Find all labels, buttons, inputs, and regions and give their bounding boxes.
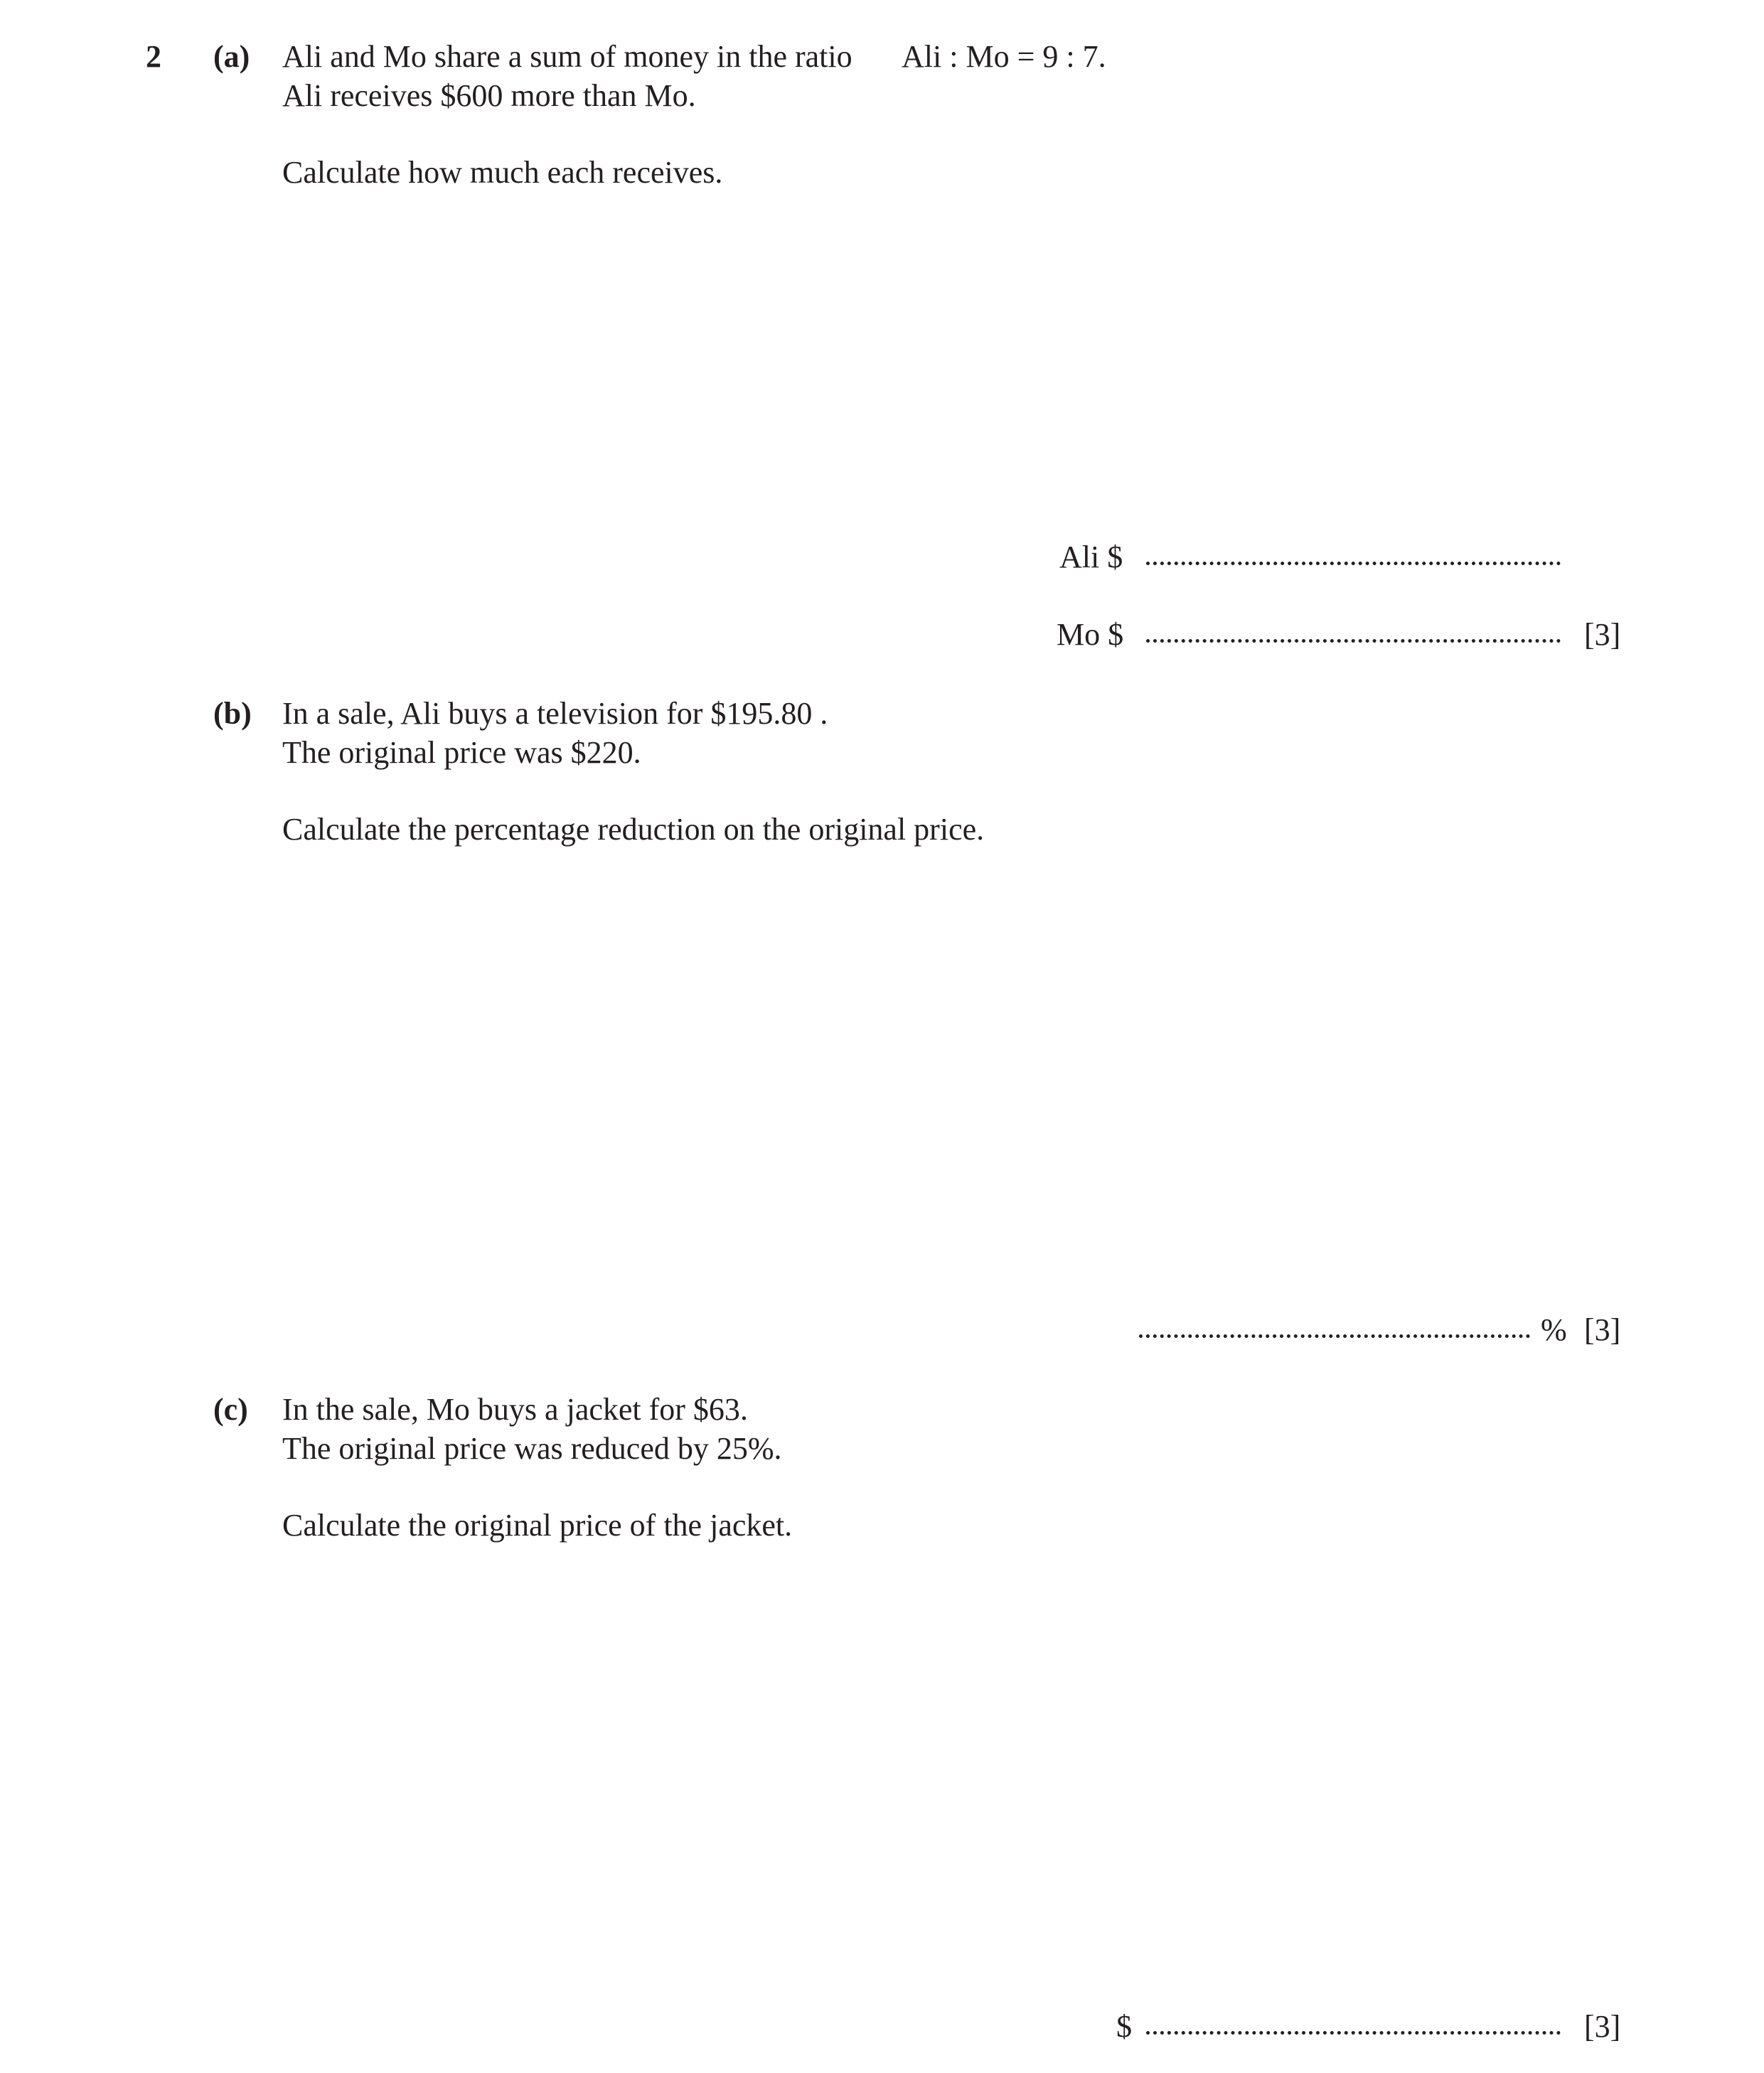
- percent-unit: %: [1541, 1312, 1567, 1347]
- answer-mo-line[interactable]: [1146, 639, 1561, 643]
- part-b-label: (b): [213, 696, 252, 731]
- part-b-line1: In a sale, Ali buys a television for $195.80 .: [282, 696, 828, 731]
- answer-price-line[interactable]: [1146, 2031, 1561, 2035]
- part-b-line2: The original price was $220.: [282, 735, 641, 770]
- question-number: 2: [146, 39, 161, 74]
- part-a-instruction: Calculate how much each receives.: [282, 155, 723, 190]
- part-c-line2: The original price was reduced by 25%.: [282, 1431, 782, 1466]
- part-b-marks: [3]: [1584, 1312, 1621, 1347]
- part-a-label: (a): [213, 39, 250, 74]
- part-a-line2: Ali receives $600 more than Mo.: [282, 78, 696, 113]
- answer-ali-line[interactable]: [1146, 562, 1561, 565]
- part-b-instruction: Calculate the percentage reduction on the original price.: [282, 812, 985, 847]
- answer-percentage-line[interactable]: [1139, 1334, 1530, 1338]
- part-a-marks: [3]: [1584, 617, 1621, 652]
- part-c-marks: [3]: [1584, 2009, 1621, 2044]
- part-a-line1: Ali and Mo share a sum of money in the ratio: [282, 39, 852, 74]
- answer-price-label: $: [1116, 2009, 1132, 2044]
- part-c-line1: In the sale, Mo buys a jacket for $63.: [282, 1392, 748, 1427]
- answer-mo-label: Mo $: [1057, 617, 1124, 652]
- part-a-ratio: Ali : Mo = 9 : 7.: [902, 39, 1106, 74]
- answer-ali-label: Ali $: [1059, 540, 1123, 574]
- part-c-instruction: Calculate the original price of the jacket.: [282, 1508, 793, 1543]
- part-c-label: (c): [213, 1392, 248, 1427]
